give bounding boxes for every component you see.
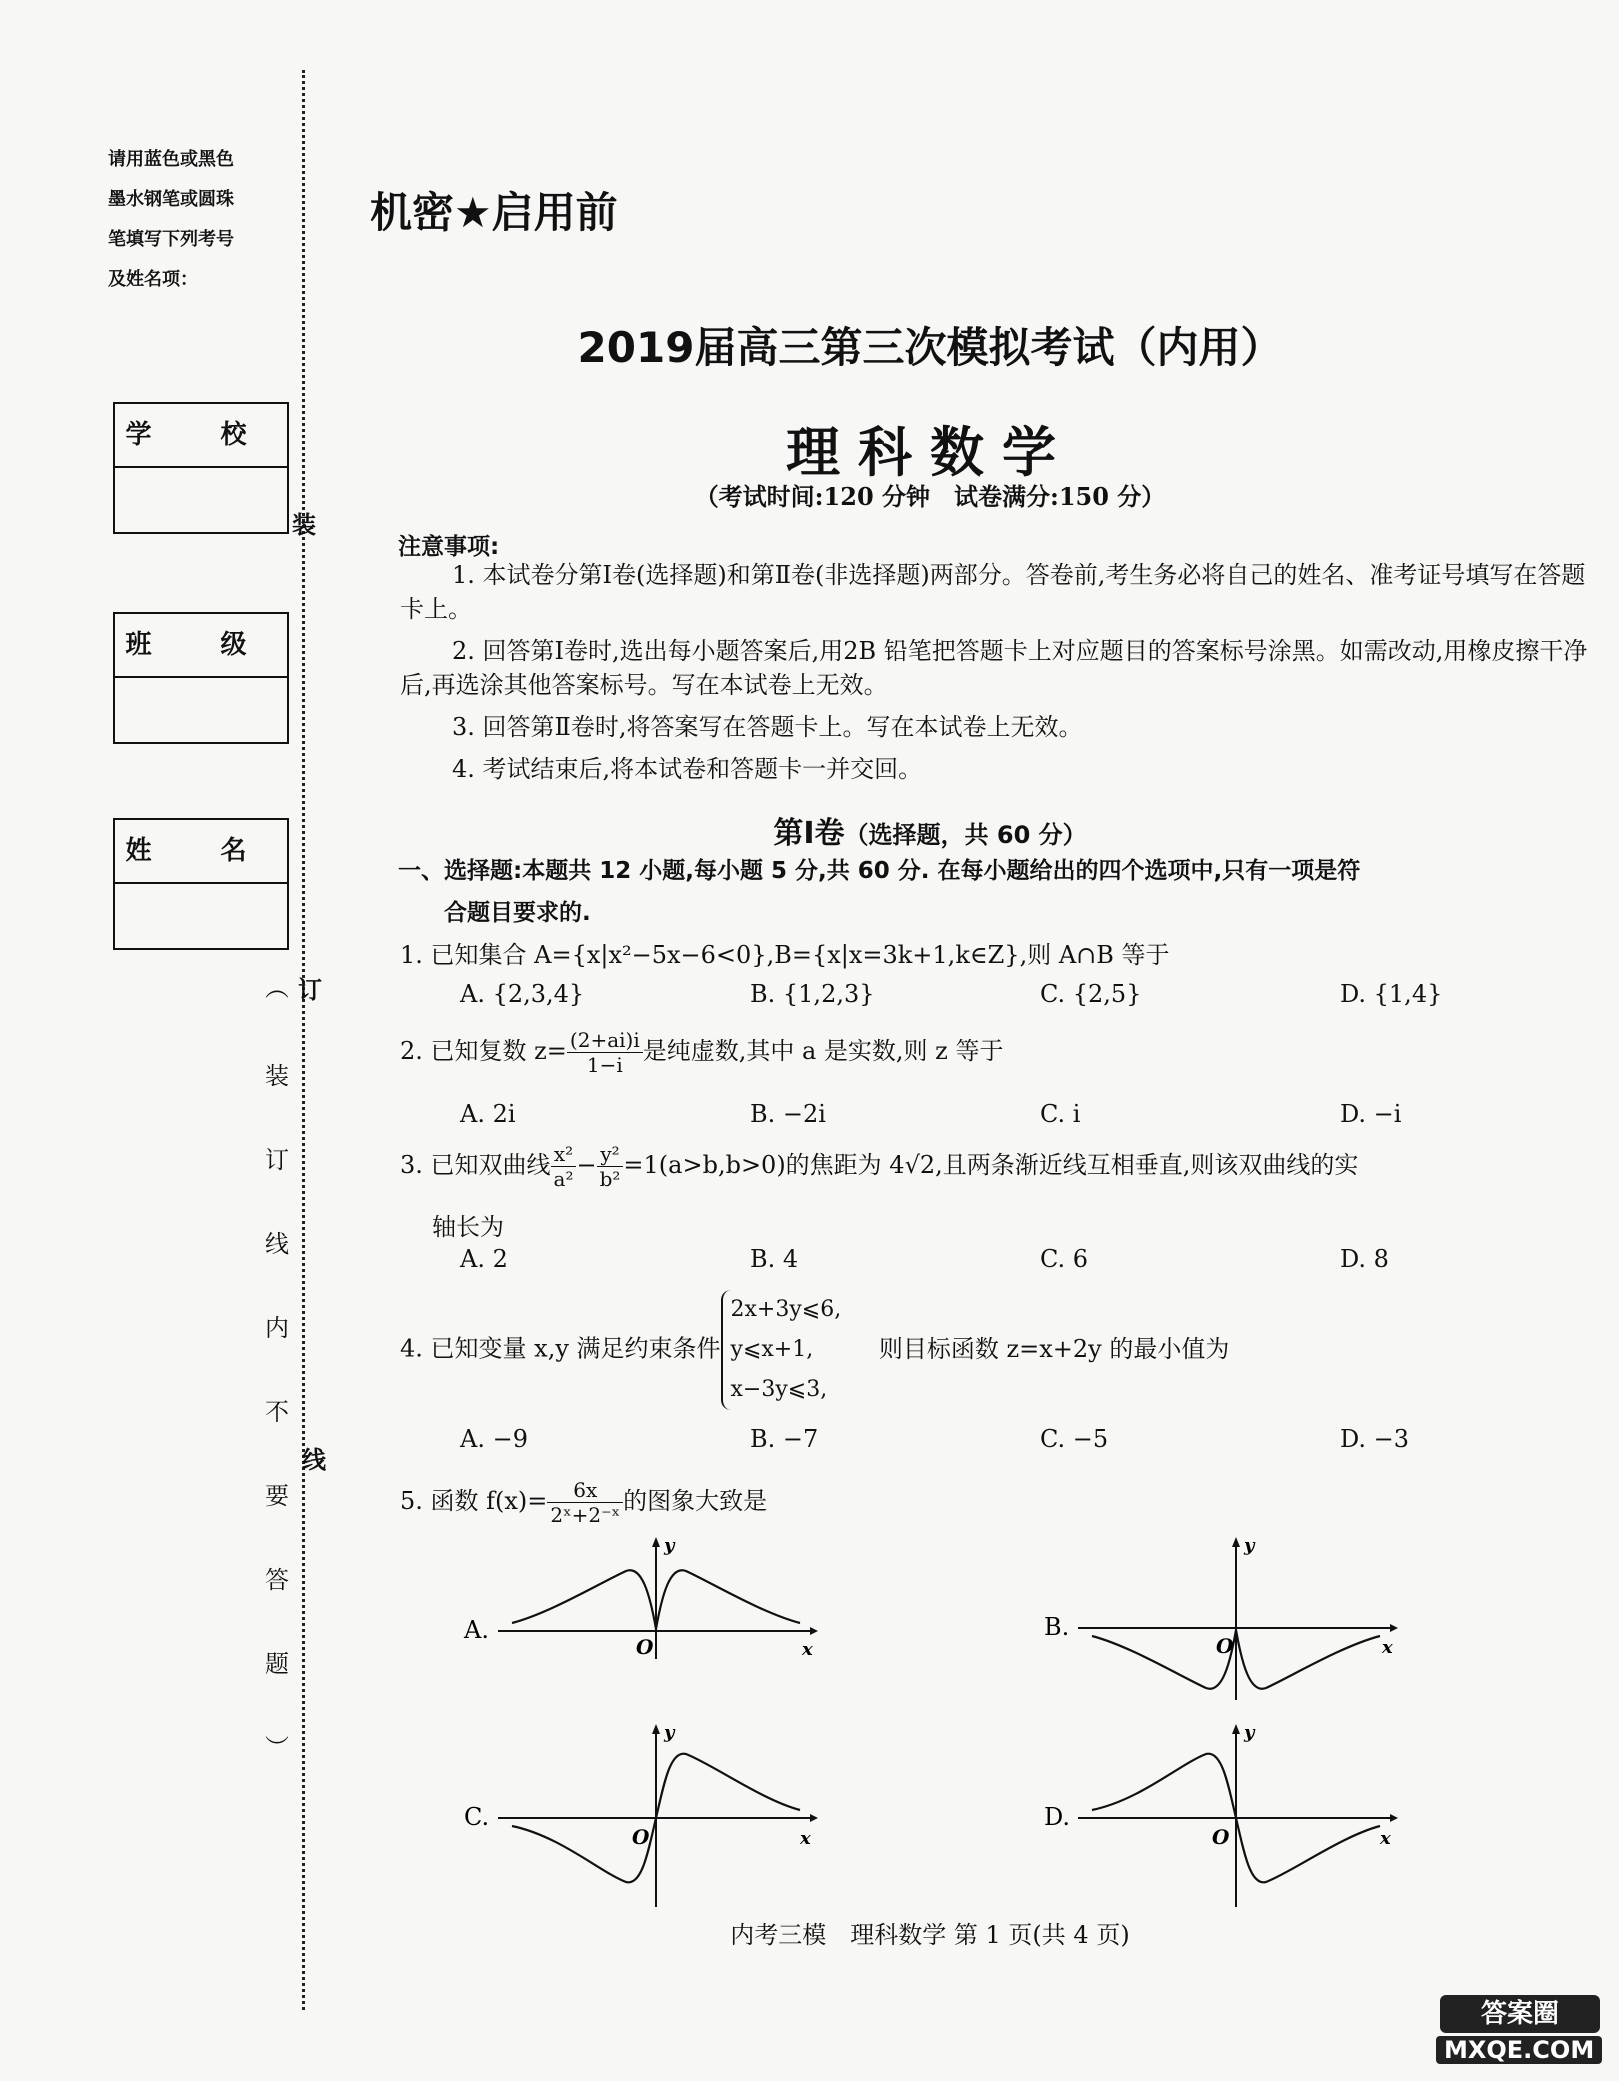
section-intro-line2: 合题目要求的. xyxy=(444,900,591,926)
y-axis-label: y xyxy=(1244,1722,1255,1743)
option[interactable]: C. −5 xyxy=(1040,1425,1109,1453)
q4-constraint: y⩽x+1, xyxy=(730,1337,814,1362)
q2-frac-den: 1−i xyxy=(586,1053,623,1077)
x-axis-arrow xyxy=(1390,1814,1398,1822)
vertical-char: 装 xyxy=(265,1062,289,1090)
y-axis-label: y xyxy=(664,1722,675,1743)
y-axis-label: y xyxy=(664,1535,675,1556)
x-axis-label: x xyxy=(1382,1637,1393,1658)
exam-title: 2019届高三第三次模拟考试（内用） xyxy=(577,323,1283,372)
q3-frac2-den: b² xyxy=(599,1167,621,1191)
q3-fraction-2 xyxy=(597,1142,624,1191)
option[interactable]: B. 4 xyxy=(750,1245,799,1273)
notice-item: 4. 考试结束后,将本试卷和答题卡一并交回。 xyxy=(452,755,923,783)
q3-minus: − xyxy=(576,1151,597,1179)
question-5-stem xyxy=(400,1478,1590,1527)
binding-mark-xian: 线 xyxy=(302,1446,326,1474)
vertical-char: 不 xyxy=(265,1398,289,1426)
question-4-stem xyxy=(400,1290,1590,1410)
y-axis-arrow xyxy=(652,1537,660,1547)
option[interactable]: D. −i xyxy=(1340,1100,1402,1128)
margin-instruction-line: 墨水钢笔或圆珠 xyxy=(108,189,234,210)
q3-fraction-1 xyxy=(551,1142,577,1191)
q2-stem-pre: 2. 已知复数 z= xyxy=(400,1037,567,1065)
time-info: （考试时间:120 分钟 试卷满分:150 分） xyxy=(694,482,1166,511)
binding-line-warning xyxy=(262,968,292,1788)
option[interactable]: C. i xyxy=(1040,1100,1081,1128)
option[interactable]: D. 8 xyxy=(1340,1245,1389,1273)
notice-item: 1. 本试卷分第Ⅰ卷(选择题)和第Ⅱ卷(非选择题)两部分。答卷前,考生务必将自己的姓名、准考证号填写在答题卡上。 xyxy=(400,561,1586,623)
q5-stem-post: 的图象大致是 xyxy=(623,1487,768,1515)
school-field xyxy=(113,402,289,534)
vertical-char: ︶ xyxy=(265,1734,289,1762)
option[interactable]: C. 6 xyxy=(1040,1245,1089,1273)
graph-b[interactable] xyxy=(1040,1535,1400,1705)
notice-item: 2. 回答第Ⅰ卷时,选出每小题答案后,用2B 铅笔把答题卡上对应题目的答案标号涂黑。如需改动,用橡皮擦干净后,再选涂其他答案标号。写在本试卷上无效。 xyxy=(400,637,1588,699)
q4-constraints xyxy=(721,1290,842,1410)
y-axis-arrow xyxy=(652,1724,660,1734)
vertical-char: 内 xyxy=(265,1314,289,1342)
vertical-char: 要 xyxy=(265,1482,289,1510)
question-3-stem xyxy=(400,1142,1590,1191)
origin-label: O xyxy=(1212,1825,1230,1849)
x-axis-arrow xyxy=(810,1814,818,1822)
q5-fraction xyxy=(547,1478,623,1527)
q5-frac-den: 2ˣ+2⁻ˣ xyxy=(550,1503,621,1527)
option[interactable]: A. 2i xyxy=(460,1100,516,1128)
question-1-options xyxy=(460,980,1560,1010)
notice-list xyxy=(400,558,1590,794)
name-label: 姓 名 xyxy=(115,820,287,884)
question-2-options xyxy=(460,1100,1560,1130)
x-axis-label: x xyxy=(800,1828,811,1849)
option[interactable]: B. −2i xyxy=(750,1100,826,1128)
vertical-char: ︵ xyxy=(265,974,289,1002)
q5-frac-num: 6x xyxy=(547,1478,623,1503)
section-intro xyxy=(398,850,1588,934)
watermark-top-text: 答案圈 xyxy=(1480,1999,1559,2029)
graph-a[interactable] xyxy=(460,1535,820,1665)
school-label: 学 校 xyxy=(115,404,287,468)
graph-d[interactable] xyxy=(1040,1722,1400,1912)
binding-dotted-line xyxy=(302,70,305,2010)
q3-frac1-num: x² xyxy=(551,1142,577,1167)
q2-fraction xyxy=(567,1028,643,1077)
option[interactable]: A. −9 xyxy=(460,1425,528,1453)
notice-item: 3. 回答第Ⅱ卷时,将答案写在答题卡上。写在本试卷上无效。 xyxy=(452,713,1083,741)
option[interactable]: A. 2 xyxy=(460,1245,508,1273)
x-axis-arrow xyxy=(810,1627,818,1635)
option[interactable]: D. {1,4} xyxy=(1340,980,1443,1008)
q4-stem-post: 则目标函数 z=x+2y 的最小值为 xyxy=(878,1334,1230,1363)
part1-title xyxy=(400,808,1460,852)
watermark-logo xyxy=(1440,1995,1600,2033)
page-footer: 内考三模 理科数学 第 1 页(共 4 页) xyxy=(730,1921,1130,1949)
secret-label: 机密★启用前 xyxy=(370,188,618,237)
graph-label: A. xyxy=(464,1616,489,1644)
part1-subtitle: （选择题，共 60 分） xyxy=(844,821,1087,849)
q4-constraint: x−3y⩽3, xyxy=(730,1377,828,1402)
q2-frac-num: (2+ai)i xyxy=(567,1028,643,1053)
option[interactable]: B. −7 xyxy=(750,1425,819,1453)
q2-stem-post: 是纯虚数,其中 a 是实数,则 z 等于 xyxy=(642,1037,1004,1065)
question-3-options xyxy=(460,1245,1560,1275)
vertical-char: 线 xyxy=(265,1230,289,1258)
question-4-options xyxy=(460,1425,1560,1455)
y-axis-arrow xyxy=(1232,1537,1240,1547)
origin-label: O xyxy=(632,1825,650,1849)
x-axis-label: x xyxy=(1380,1828,1391,1849)
question-3-stem-line2: 轴长为 xyxy=(432,1213,504,1241)
margin-instruction-line: 请用蓝色或黑色 xyxy=(108,149,234,170)
watermark-text: MXQE.COM xyxy=(1436,2036,1602,2064)
q5-stem-pre: 5. 函数 f(x)= xyxy=(400,1487,548,1515)
q3-frac2-num: y² xyxy=(597,1142,624,1167)
margin-instructions xyxy=(108,140,288,300)
option[interactable]: B. {1,2,3} xyxy=(750,980,875,1008)
binding-mark-zhuang: 装 xyxy=(292,511,316,539)
origin-label: O xyxy=(636,1635,654,1659)
option[interactable]: A. {2,3,4} xyxy=(460,980,585,1008)
vertical-char: 题 xyxy=(265,1650,289,1678)
vertical-char: 订 xyxy=(265,1146,289,1174)
class-input-area[interactable] xyxy=(115,678,287,742)
q4-stem-pre: 4. 已知变量 x,y 满足约束条件 xyxy=(400,1334,721,1363)
vertical-char: 答 xyxy=(265,1566,289,1594)
class-label: 班 级 xyxy=(115,614,287,678)
q3-frac1-den: a² xyxy=(553,1167,574,1191)
y-axis-arrow xyxy=(1232,1724,1240,1734)
graph-label: C. xyxy=(464,1803,490,1831)
notice-title: 注意事项: xyxy=(398,534,500,560)
part1-title-main: 第Ⅰ卷 xyxy=(773,816,845,851)
graph-label: D. xyxy=(1044,1803,1071,1831)
x-axis-label: x xyxy=(802,1639,813,1660)
name-field xyxy=(113,818,289,950)
margin-instruction-line: 笔填写下列考号 xyxy=(108,229,234,250)
class-field xyxy=(113,612,289,744)
origin-label: O xyxy=(1216,1634,1234,1658)
graph-label: B. xyxy=(1044,1613,1070,1641)
graph-c[interactable] xyxy=(460,1722,820,1912)
question-1-stem: 1. 已知集合 A={x|x²−5x−6<0},B={x|x=3k+1,k∈Z},则 A∩B 等于 xyxy=(400,941,1170,969)
binding-mark-ding: 订 xyxy=(298,976,322,1004)
option[interactable]: D. −3 xyxy=(1340,1425,1410,1453)
name-input-area[interactable] xyxy=(115,884,287,948)
subject-title: 理科数学 xyxy=(786,421,1074,484)
school-input-area[interactable] xyxy=(115,468,287,532)
section-intro-line1: 一、选择题:本题共 12 小题,每小题 5 分,共 60 分. 在每小题给出的四个选项中,只有一项是符 xyxy=(398,858,1361,884)
q3-stem-pre: 3. 已知双曲线 xyxy=(400,1151,551,1179)
q4-constraint: 2x+3y⩽6, xyxy=(730,1297,842,1322)
x-axis-arrow xyxy=(1390,1624,1398,1632)
option[interactable]: C. {2,5} xyxy=(1040,980,1142,1008)
margin-instruction-line: 及姓名项： xyxy=(108,269,198,290)
y-axis-label: y xyxy=(1244,1535,1255,1556)
q3-stem-post: =1(a>b,b>0)的焦距为 4√2,且两条渐近线互相垂直,则该双曲线的实 xyxy=(623,1151,1359,1179)
question-2-stem xyxy=(400,1028,1590,1077)
